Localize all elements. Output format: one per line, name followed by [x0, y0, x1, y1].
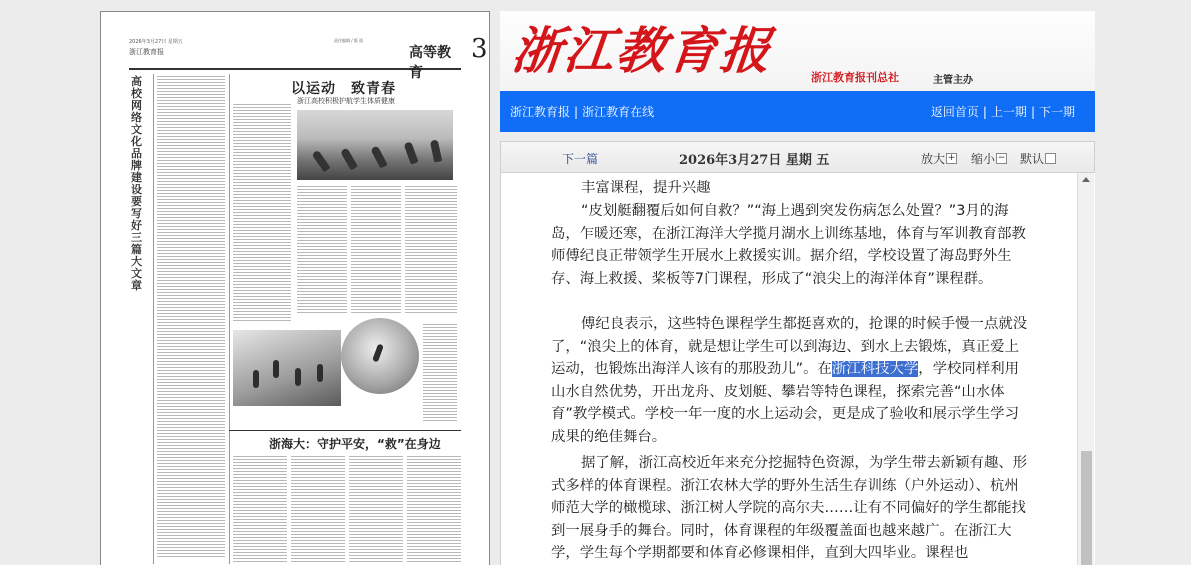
scrollbar-thumb[interactable] [1081, 451, 1092, 565]
default-label: 默认 [1020, 152, 1045, 166]
issue-nav [931, 103, 1075, 120]
next-issue-link[interactable]: 下一期 [1038, 105, 1075, 119]
column-divider [229, 74, 230, 564]
paper-header [129, 34, 488, 81]
article-column[interactable] [157, 74, 225, 559]
plus-icon[interactable]: + [947, 153, 956, 163]
paragraph-text: ，学校同样利用山水自然优势，开出龙舟、皮划艇、攀岩等特色课程，探索完善“山水体育”教学模式。学校一年一度的水上运动会，更是成了验收和展示学生学习成果的绝佳舞台。 [551, 361, 1019, 445]
paper-date: 2026年3月27日 星期五 [129, 39, 183, 45]
nav-link-newspaper[interactable]: 浙江教育报 [510, 105, 571, 119]
nav-separator: | [982, 105, 987, 119]
logo-area [500, 11, 1095, 91]
article-body [500, 173, 1095, 565]
column-divider [153, 74, 154, 564]
article-column[interactable] [233, 102, 291, 322]
section-divider [229, 430, 461, 431]
article-column[interactable] [233, 454, 287, 564]
zoom-out-button[interactable] [971, 150, 1007, 167]
scrollbar[interactable] [1077, 173, 1094, 565]
article-column[interactable] [407, 454, 461, 564]
masthead [500, 11, 1095, 132]
publisher-note: 主管主办 [933, 75, 973, 86]
article-paragraph [551, 313, 1033, 449]
article-toolbar [500, 141, 1095, 173]
article-column[interactable] [291, 454, 345, 564]
publisher-name: 浙江教育报刊总社 [811, 71, 899, 84]
default-size-button[interactable] [1020, 150, 1056, 167]
article-column[interactable] [349, 454, 403, 564]
article-paragraph: “皮划艇翻覆后如何自救？”“海上遇到突发伤病怎么处置？”3月的海岛，乍暖还寒，在浙江海洋大学揽月湖水上训练基地，体育与军训教育部教师傅纪良正带领学生开展水上救援实训。据介绍，学校设置了海岛野外生存、海上救援、桨板等7门课程，形成了“浪尖上的海洋体育”课程群。 [551, 203, 1026, 287]
basketball-photo [233, 330, 341, 406]
next-article-link[interactable]: 下一篇 [562, 152, 599, 166]
paper-headline-1-sub: 浙江高校积极护航学生体质健康 [297, 97, 395, 105]
site-nav [510, 103, 654, 120]
home-link[interactable]: 返回首页 [930, 105, 979, 119]
article-column[interactable] [405, 184, 457, 314]
nav-separator: | [574, 105, 579, 119]
article-column[interactable] [351, 184, 401, 314]
newspaper-page-thumbnail[interactable] [100, 11, 490, 565]
article-paragraph: 据了解，浙江高校近年来充分挖掘特色资源，为学生带去新颖有趣、形式多样的体育课程。浙江农林大学的野外生活生存训练（户外运动）、杭州师范大学的橄榄球、浙江树人学院的高尔夫……让有不同偏好的学生都能找到一展身手的舞台。同时，体育课程的年级覆盖面也越来越广。在浙江大学，学生每个学期都要和体育必修课相伴，直到大四毕业。课程也 [551, 455, 1028, 562]
paper-meta: 责任编辑 / 版 面 [334, 38, 364, 43]
scroll-up-arrow-icon[interactable] [1082, 177, 1090, 182]
issue-date: 2026年3月27日 星期 五 [679, 153, 830, 168]
paper-headline-2[interactable]: 浙海大：守护平安，“救”在身边 [269, 437, 441, 451]
zoom-out-label: 缩小 [971, 152, 996, 166]
minus-icon[interactable]: − [997, 153, 1006, 163]
nav-link-online[interactable]: 浙江教育在线 [582, 105, 655, 119]
paper-section-title: 高等教育 [409, 45, 451, 81]
zoom-in-label: 放大 [921, 152, 946, 166]
nav-separator: | [1030, 105, 1035, 119]
article-column[interactable] [423, 322, 457, 422]
paragraph-text: 傅纪良表示，这些特色课程学生都挺喜欢的，抢课的时候手慢一点就没了，“浪尖上的体育，就是想让学生可以到海边、到水上去锻炼，真正爱上运动，也锻炼出海洋人该有的那股劲儿”。在 [551, 316, 1028, 378]
zoom-in-button[interactable] [921, 150, 957, 167]
newspaper-logo: 浙江教育报 [508, 21, 776, 80]
dance-photo [341, 318, 419, 394]
previous-issue-link[interactable]: 上一期 [990, 105, 1027, 119]
highlighted-selection[interactable]: 浙江科技大学 [831, 361, 919, 378]
article-column[interactable] [297, 184, 347, 314]
paper-page-number: 3 [471, 34, 488, 64]
checkbox-icon[interactable] [1045, 153, 1056, 164]
sprint-photo [297, 110, 453, 180]
paper-masthead: 浙江教育报 [129, 48, 164, 56]
article-subheading: 丰富课程，提升兴趣 [581, 180, 711, 196]
paper-vertical-title[interactable]: 高校网络文化品牌建设要写好三篇大文章 [131, 75, 142, 292]
paper-headline-1[interactable]: 以运动 致青春 [291, 81, 396, 97]
